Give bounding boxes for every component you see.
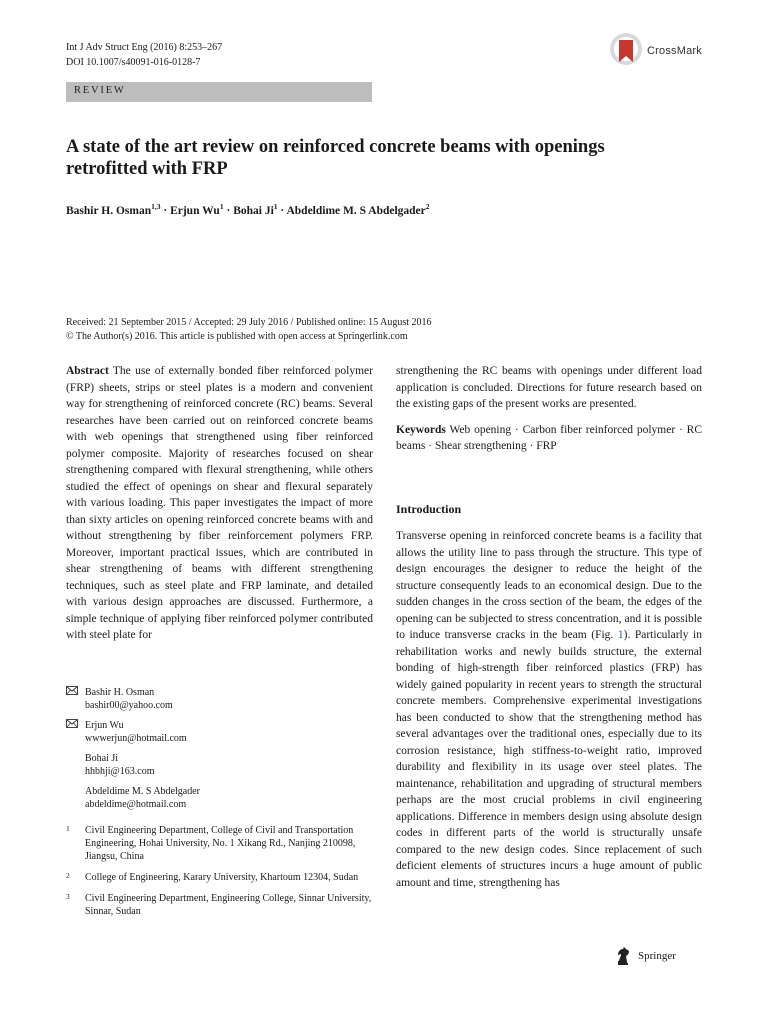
contact-name: Erjun Wu xyxy=(85,720,124,731)
keywords-text: Web opening · Carbon fiber reinforced polymer · RC beams · Shear strengthening · FRP xyxy=(396,423,702,452)
contact-email[interactable]: hhbhji@163.com xyxy=(85,766,155,777)
author-separator: · xyxy=(223,204,234,217)
envelope-icon xyxy=(66,686,85,712)
crossmark-icon xyxy=(609,32,643,70)
contact-name: Bashir H. Osman xyxy=(85,687,155,698)
author-separator: · xyxy=(160,204,171,217)
affiliation-entry xyxy=(66,824,373,863)
publication-dates xyxy=(66,316,432,344)
affiliation-text: Civil Engineering Department, College of Civil and Transportation Engineering, Hohai University, No. 1 Xikang Rd., Nanjing 210098, Jiangsu, China xyxy=(85,825,356,862)
contact-entry xyxy=(66,686,373,712)
figure-link[interactable]: 1 xyxy=(617,629,624,641)
introduction-text: ). Particularly in rehabilitation works and newly builds structure, the external bonding of high-strength fiber reinforced plastics (FRP) has widely gained popularity in recent years to strength the structural concrete members. Comprehensive experimental investigations has been conducted to show that the strengthening method has several advantages over the traditional ones, especially due to its corrosion resistance, high stiffness-to-weight ratio, improved durability and flexibility in its usage over steel plates. The maintenance, rehabilitation and upgrading of structural members perhaps are the most crucial problems in civil engineering applications. Difference in members design using absolute design codes in different parts of the world is structurally unsafe compared to the new design codes. Since replacement of such deficient elements of structures incurs a huge amount of public amount and time, strengthening has xyxy=(396,629,702,889)
abstract-section xyxy=(66,363,373,644)
affiliations xyxy=(66,824,373,926)
abstract-continuation: strengthening the RC beams with openings under different load application is concluded. Directions for future research based on the existing gaps of the present works are presented. xyxy=(396,365,702,410)
contact-entry xyxy=(66,752,373,778)
contact-name: Bohai Ji xyxy=(85,753,119,764)
springer-wordmark: Springer xyxy=(638,950,676,962)
contact-email[interactable]: bashir00@yahoo.com xyxy=(85,700,173,711)
introduction-heading: Introduction xyxy=(396,501,462,516)
crossmark-label: CrossMark xyxy=(647,45,702,57)
author-name[interactable]: Erjun Wu xyxy=(170,204,220,217)
author-affiliation-ref: 1,3 xyxy=(151,202,161,211)
contact-email[interactable]: abdeldime@hotmail.com xyxy=(85,799,187,810)
publisher-footer xyxy=(614,946,676,966)
copyright-line: © The Author(s) 2016. This article is published with open access at Springerlink.com xyxy=(66,331,408,342)
right-column xyxy=(396,363,702,891)
journal-header xyxy=(66,40,222,70)
affiliation-text: Civil Engineering Department, Engineering College, Sinnar University, Sinnar, Sudan xyxy=(85,893,372,917)
author-affiliation-ref: 1 xyxy=(219,202,224,211)
contact-entry xyxy=(66,785,373,811)
contact-entry xyxy=(66,719,373,745)
doi[interactable]: DOI 10.1007/s40091-016-0128-7 xyxy=(66,57,201,68)
author-list xyxy=(66,202,430,217)
keywords xyxy=(396,422,702,455)
journal-citation: Int J Adv Struct Eng (2016) 8:253–267 xyxy=(66,42,223,53)
introduction-body xyxy=(396,528,702,891)
affiliation-entry xyxy=(66,892,373,918)
history-line: Received: 21 September 2015 / Accepted: 29 July 2016 / Published online: 15 August 2016 xyxy=(66,317,432,328)
section-label: REVIEW xyxy=(74,85,126,96)
article-title: A state of the art review on reinforced concrete beams with openings retrofitted with FRP xyxy=(66,137,605,179)
section-banner xyxy=(66,82,372,102)
contact-email[interactable]: wwwerjun@hotmail.com xyxy=(85,733,187,744)
affiliation-number: 2 xyxy=(66,871,70,880)
abstract-label: Abstract xyxy=(66,365,109,377)
introduction-text: Transverse opening in reinforced concrete beams is a facility that allows the utility line to pass through the structure. This type of design encourages the designer to reduce the height of the structure consequently leads to an economical design. Due to the sudden changes in the cross section of the beam, the edges of the opening can be subjected to stress concentration, and it is possible to induce transverse cracks in the beam (Fig. xyxy=(396,530,702,641)
abstract-text: The use of externally bonded fiber reinforced polymer (FRP) sheets, strips or steel plates is a modern and convenient way for strengthening of reinforced concrete (RC) beams. Several researches have been carried out on reinforced concrete beams with web openings that strengthened using fiber reinforced polymer composite. Majority of researches focused on shear strengthening compared with flexural strengthening, while others studied the effect of openings on shear and flexural separately with various loading. This paper investigates the impact of more than sixty articles on opening reinforced concrete beams with and without strengthening by fiber reinforcement polymers FRP. Moreover, important practical issues, which are contributed in shear strengthening of beams with different strengthening techniques, such as steel plate and FRP laminate, and detailed with various design approaches are discussed. Furthermore, a simple technique of applying fiber reinforced polymer contributed with steel plate for xyxy=(66,365,373,641)
springer-chess-knight-icon xyxy=(614,946,632,966)
crossmark-badge[interactable] xyxy=(609,32,702,70)
author-affiliation-ref: 2 xyxy=(425,202,430,211)
affiliation-number: 3 xyxy=(66,892,70,901)
keywords-label: Keywords xyxy=(396,423,446,436)
author-name[interactable]: Abdeldime M. S Abdelgader xyxy=(286,204,426,217)
author-name[interactable]: Bashir H. Osman xyxy=(66,204,152,217)
author-affiliation-ref: 1 xyxy=(273,202,278,211)
contact-name: Abdeldime M. S Abdelgader xyxy=(85,786,200,797)
corresponding-authors xyxy=(66,686,373,818)
affiliation-entry xyxy=(66,871,373,884)
author-name[interactable]: Bohai Ji xyxy=(233,204,274,217)
affiliation-number: 1 xyxy=(66,824,70,833)
affiliation-text: College of Engineering, Karary University, Khartoum 12304, Sudan xyxy=(85,872,359,883)
author-separator: · xyxy=(277,204,287,217)
envelope-icon xyxy=(66,719,85,745)
